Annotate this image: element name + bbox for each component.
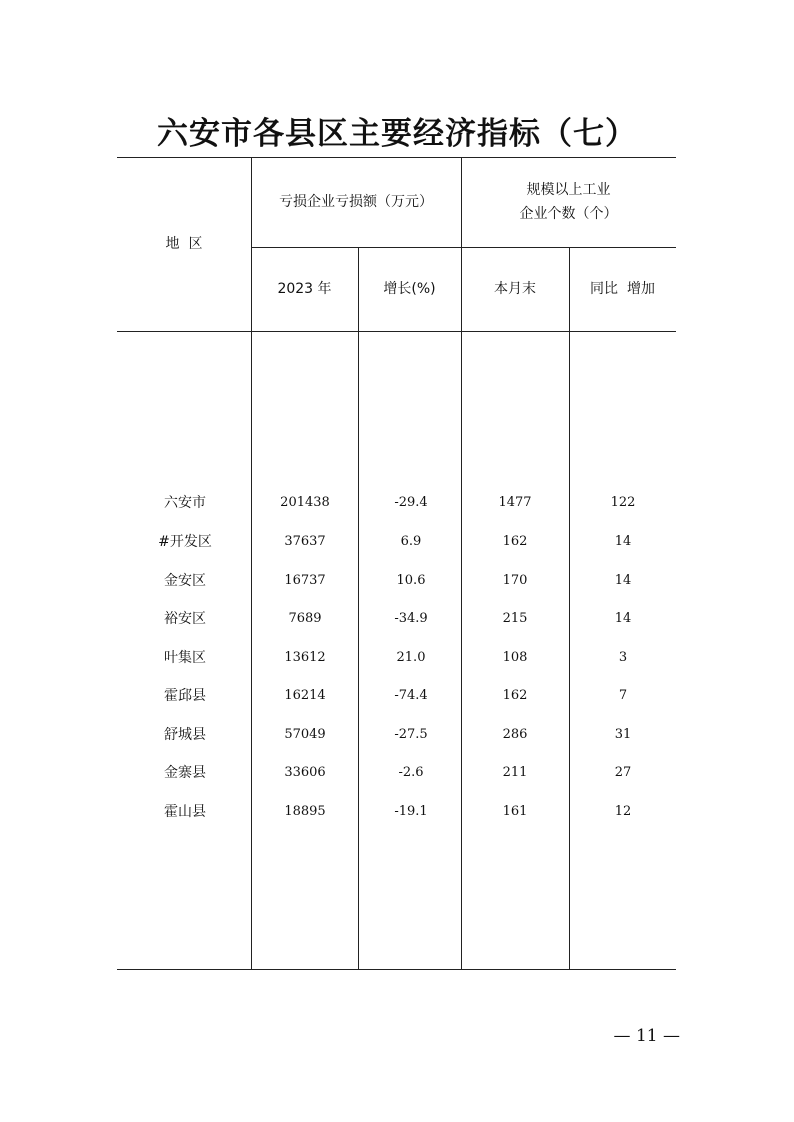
header-region: 地 区 [165,236,203,252]
loss-2023-value: 16737 [284,573,326,588]
loss-2023-value: 33606 [284,765,326,780]
column-divider-2 [358,247,359,969]
region-name: 六安市 [164,495,206,511]
yoy-increase-value: 14 [614,573,632,588]
region-name: 霍邱县 [164,688,206,704]
month-end-value: 170 [502,573,528,588]
region-name: 舒城县 [164,727,206,743]
month-end-value: 215 [502,611,528,626]
month-end-value: 108 [502,650,528,665]
page-number: — 11 — [613,1026,680,1046]
growth-value: -27.5 [394,727,428,742]
column-divider-4 [569,247,570,969]
loss-2023-value: 57049 [284,727,326,742]
region-name: 霍山县 [164,804,206,820]
yoy-increase-value: 3 [618,650,628,665]
yoy-increase-value: 12 [614,804,632,819]
loss-2023-value: 13612 [284,650,326,665]
header-industrial-enterprises-line-2: 企业个数（个） [519,206,618,222]
loss-2023-value: 18895 [284,804,326,819]
yoy-increase-value: 14 [614,534,632,549]
growth-value: 6.9 [400,534,422,549]
growth-value: -29.4 [394,495,428,510]
region-name: 金寨县 [164,765,206,781]
header-2023: 2023 年 [277,281,332,297]
month-end-value: 161 [502,804,528,819]
growth-value: -34.9 [394,611,428,626]
growth-value: -74.4 [394,688,428,703]
month-end-value: 162 [502,534,528,549]
region-name: 叶集区 [164,650,206,666]
growth-value: -19.1 [394,804,428,819]
header-industrial-enterprises-group [461,157,676,247]
loss-2023-value: 201438 [280,495,330,510]
header-bottom-rule [117,331,676,332]
region-name: 金安区 [164,573,206,589]
yoy-increase-value: 7 [618,688,628,703]
yoy-increase-value: 14 [614,611,632,626]
header-yoy-increase: 同比 增加 [590,281,655,297]
header-loss-amount-group: 亏损企业亏损额（万元） [279,194,433,210]
region-name: #开发区 [158,534,212,550]
page-title: 六安市各县区主要经济指标（七） [157,116,637,152]
month-end-value: 286 [502,727,528,742]
table-bottom-rule [117,969,676,970]
header-industrial-enterprises-line-1: 规模以上工业 [526,182,611,198]
yoy-increase-value: 31 [614,727,632,742]
loss-2023-value: 16214 [284,688,326,703]
yoy-increase-value: 27 [614,765,632,780]
header-growth: 增长(%) [383,281,436,297]
month-end-value: 1477 [498,495,532,510]
month-end-value: 162 [502,688,528,703]
month-end-value: 211 [502,765,528,780]
loss-2023-value: 7689 [288,611,322,626]
yoy-increase-value: 122 [610,495,636,510]
growth-value: 10.6 [396,573,426,588]
loss-2023-value: 37637 [284,534,326,549]
header-month-end: 本月末 [494,281,536,297]
region-name: 裕安区 [164,611,206,627]
growth-value: -2.6 [398,765,424,780]
growth-value: 21.0 [396,650,426,665]
